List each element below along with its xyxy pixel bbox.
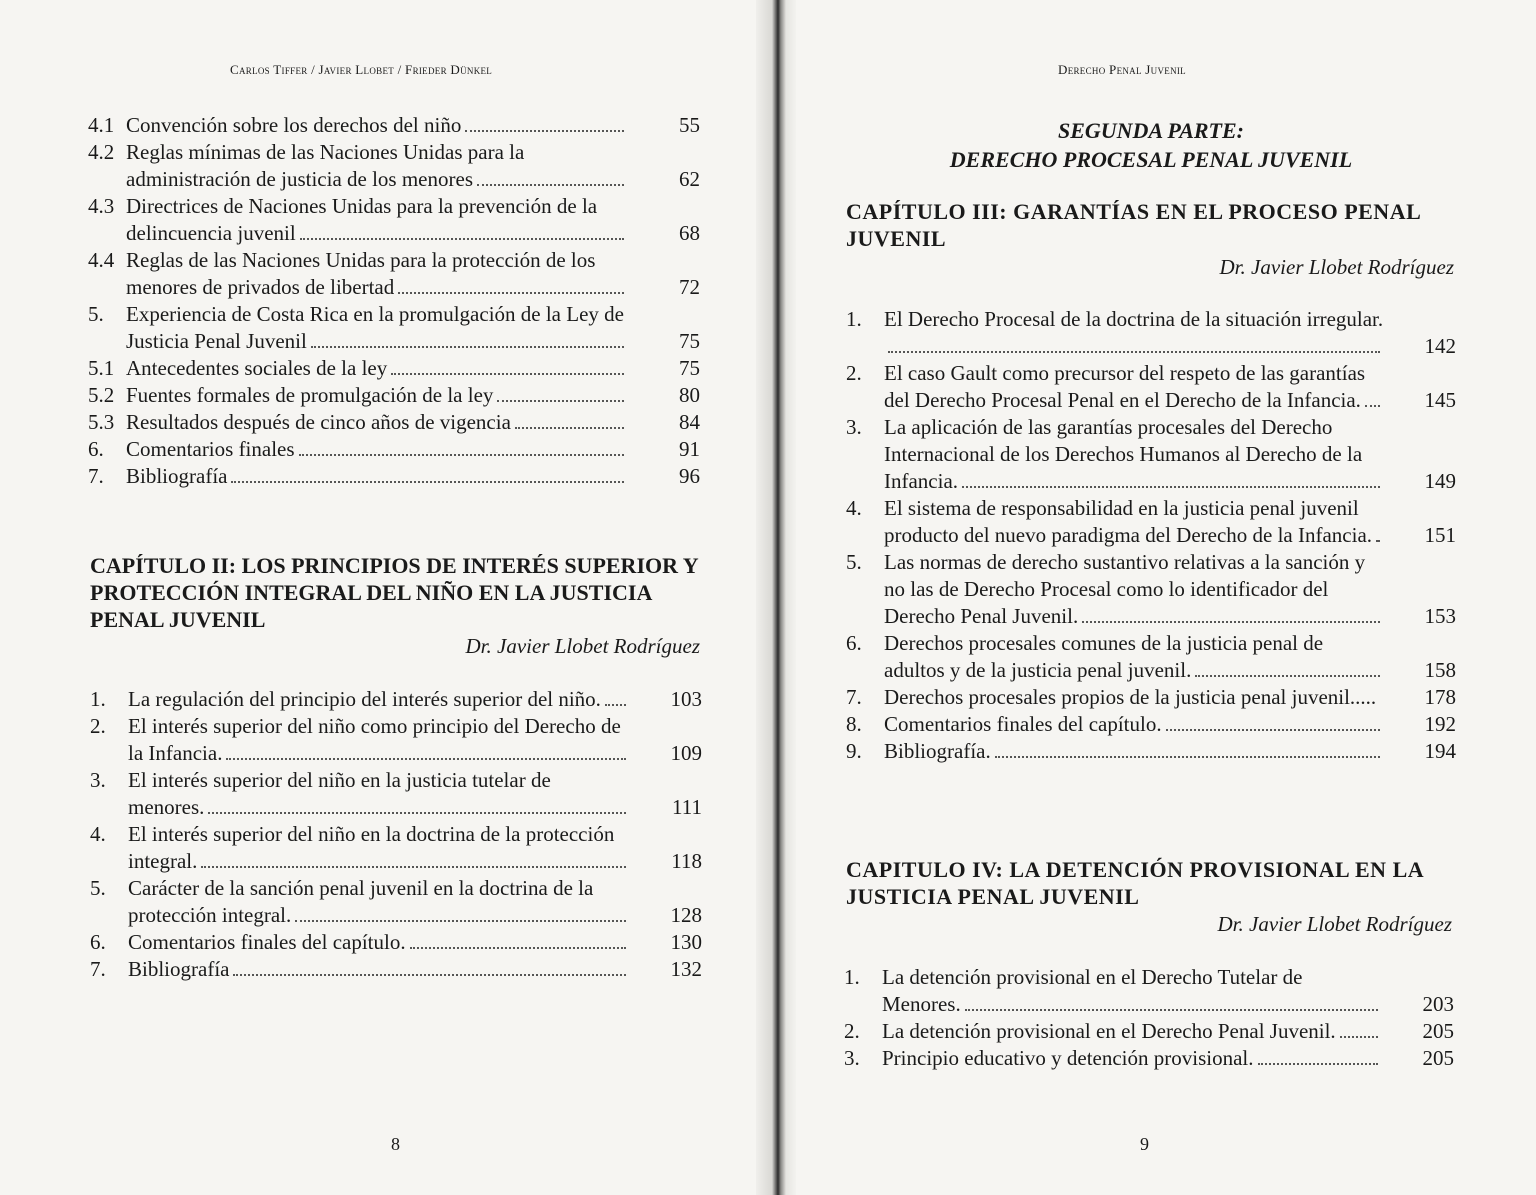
toc-entry-page: 149 xyxy=(1424,469,1456,493)
toc-entry-title: Comentarios finales xyxy=(126,437,295,461)
toc-entry-number: 1. xyxy=(846,307,862,331)
toc-entry-number: 4. xyxy=(90,822,106,846)
toc-entry-title: La detención provisional en el Derecho Penal Juvenil. xyxy=(882,1019,1336,1043)
toc-entry xyxy=(844,1018,1454,1045)
toc-entry-title: Fuentes formales de promulgación de la ley xyxy=(126,383,494,407)
dot-leader xyxy=(233,974,626,976)
toc-entry-title: El interés superior del niño en la doctrina de la protección integral. xyxy=(128,822,615,873)
toc-entry-number: 4.3 xyxy=(88,194,115,218)
dot-leader xyxy=(1166,729,1380,731)
toc-entry-title: Resultados después de cinco años de vigencia xyxy=(126,410,511,434)
toc-entry-page: 111 xyxy=(672,795,702,819)
toc-entry-title: Bibliografía xyxy=(128,957,230,981)
toc-entry-title: El sistema de responsabilidad en la justicia penal juvenil producto del nuevo paradigma del Derecho de la Infancia. xyxy=(884,496,1373,547)
toc-entry-number: 4.2 xyxy=(88,140,115,164)
toc-entry-page: 192 xyxy=(1424,712,1456,736)
toc-entry xyxy=(846,414,1456,495)
toc-entry xyxy=(88,112,700,139)
dot-leader xyxy=(410,947,626,949)
dot-leader xyxy=(231,481,624,483)
dot-leader xyxy=(965,1009,1378,1011)
toc-entry-title: Principio educativo y detención provisional. xyxy=(882,1046,1254,1070)
toc-list-chapter3 xyxy=(846,306,1456,765)
toc-entry-title: Bibliografía. xyxy=(884,739,991,763)
toc-entry-title: La aplicación de las garantías procesales del Derecho Internacional de los Derechos Humanos al Derecho de la Infancia. xyxy=(884,415,1363,493)
toc-entry-title: Experiencia de Costa Rica en la promulgación de la Ley de Justicia Penal Juvenil xyxy=(126,302,624,353)
toc-entry-title: Convención sobre los derechos del niño xyxy=(126,113,462,137)
dot-leader xyxy=(398,292,624,294)
chapter-4-title: CAPITULO IV: LA DETENCIÓN PROVISIONAL EN LA JUSTICIA PENAL JUVENIL xyxy=(846,857,1423,909)
toc-entry xyxy=(88,355,700,382)
toc-entry xyxy=(846,738,1456,765)
chapter-3-title: CAPÍTULO III: GARANTÍAS EN EL PROCESO PENAL JUVENIL xyxy=(846,199,1421,251)
toc-entry xyxy=(90,875,702,929)
toc-list-chapter2 xyxy=(90,686,702,983)
right-page-number: 9 xyxy=(1140,1134,1149,1154)
toc-entry-page: 151 xyxy=(1424,523,1456,547)
toc-entry-number: 5.2 xyxy=(88,383,115,407)
toc-entry-page: 203 xyxy=(1422,992,1454,1016)
chapter-3-author: Dr. Javier Llobet Rodríguez xyxy=(1219,255,1454,279)
dot-leader xyxy=(1258,1063,1379,1065)
dot-leader xyxy=(208,812,626,814)
dot-leader xyxy=(605,704,626,706)
part-title-line2: DERECHO PROCESAL PENAL JUVENIL xyxy=(949,147,1353,172)
toc-entry xyxy=(846,495,1456,549)
dot-leader xyxy=(295,920,626,922)
toc-entry-title: El caso Gault como precursor del respeto de las garantías del Derecho Procesal Penal en el Derecho de la Infancia. xyxy=(884,361,1366,412)
toc-entry-page: 130 xyxy=(670,930,702,954)
toc-list-chapter4 xyxy=(844,964,1454,1072)
toc-entry-title: El Derecho Procesal de la doctrina de la situación irregular. xyxy=(884,307,1384,331)
toc-entry-number: 3. xyxy=(846,415,862,439)
toc-entry-number: 7. xyxy=(88,464,104,488)
dot-leader xyxy=(995,756,1380,758)
toc-entry-number: 7. xyxy=(90,957,106,981)
toc-entry-page: 132 xyxy=(670,957,702,981)
toc-entry-page: 96 xyxy=(679,464,700,488)
toc-entry-number: 4.4 xyxy=(88,248,115,272)
toc-entry-number: 1. xyxy=(90,687,106,711)
toc-entry-page: 80 xyxy=(679,383,700,407)
toc-entry-page: 91 xyxy=(679,437,700,461)
dot-leader xyxy=(1082,621,1380,623)
toc-entry xyxy=(88,436,700,463)
toc-entry-page: 118 xyxy=(671,849,702,873)
toc-entry-page: 55 xyxy=(679,113,700,137)
toc-entry xyxy=(88,463,700,490)
toc-entry-page: 142 xyxy=(1424,334,1456,358)
toc-entry xyxy=(88,193,700,247)
toc-entry xyxy=(846,306,1456,360)
chapter-4-author: Dr. Javier Llobet Rodríguez xyxy=(1217,912,1452,936)
toc-entry-number: 6. xyxy=(846,631,862,655)
toc-entry-number: 2. xyxy=(846,361,862,385)
toc-entry xyxy=(846,711,1456,738)
toc-entry xyxy=(846,630,1456,684)
toc-entry-number: 8. xyxy=(846,712,862,736)
dot-leader xyxy=(300,238,624,240)
toc-entry xyxy=(846,684,1456,711)
toc-entry-title: La detención provisional en el Derecho Tutelar de Menores. xyxy=(882,965,1303,1016)
left-page-number: 8 xyxy=(391,1134,400,1154)
toc-entry xyxy=(846,360,1456,414)
toc-entry-page: 178 xyxy=(1424,685,1456,709)
toc-list-chapter1 xyxy=(88,112,700,490)
toc-entry-page: 68 xyxy=(679,221,700,245)
dot-leader xyxy=(465,130,624,132)
toc-entry xyxy=(90,713,702,767)
toc-entry xyxy=(90,821,702,875)
dot-leader xyxy=(201,866,626,868)
toc-entry-number: 7. xyxy=(846,685,862,709)
toc-entry-title: Comentarios finales del capítulo. xyxy=(128,930,406,954)
dot-leader xyxy=(515,427,624,429)
toc-entry-title: Carácter de la sanción penal juvenil en la doctrina de la protección integral. xyxy=(128,876,594,927)
dot-leader xyxy=(1340,1036,1378,1038)
toc-entry-number: 2. xyxy=(90,714,106,738)
toc-entry-page: 84 xyxy=(679,410,700,434)
toc-entry-number: 3. xyxy=(844,1046,860,1070)
dot-leader xyxy=(497,400,624,402)
toc-entry-page: 158 xyxy=(1424,658,1456,682)
toc-entry-title: Antecedentes sociales de la ley xyxy=(126,356,388,380)
part-title-line1: SEGUNDA PARTE: xyxy=(1057,118,1244,143)
toc-entry-title: El interés superior del niño en la justicia tutelar de menores. xyxy=(128,768,551,819)
toc-entry-number: 5.1 xyxy=(88,356,115,380)
toc-entry-page: 62 xyxy=(679,167,700,191)
dot-leader xyxy=(391,373,624,375)
toc-entry-page: 75 xyxy=(679,329,700,353)
toc-entry-number: 9. xyxy=(846,739,862,763)
toc-entry-page: 194 xyxy=(1424,739,1456,763)
chapter-2-author: Dr. Javier Llobet Rodríguez xyxy=(465,634,700,658)
book-gutter xyxy=(756,0,796,1195)
dot-leader xyxy=(311,346,624,348)
toc-entry-page: 153 xyxy=(1424,604,1456,628)
dot-leader xyxy=(1365,405,1380,407)
toc-entry-title: La regulación del principio del interés superior del niño. xyxy=(128,687,601,711)
toc-entry-number: 5. xyxy=(90,876,106,900)
toc-entry xyxy=(88,139,700,193)
toc-entry-title: Bibliografía xyxy=(126,464,228,488)
dot-leader xyxy=(1376,540,1380,542)
toc-entry-title: Derechos procesales comunes de la justicia penal de adultos y de la justicia penal juvenil. xyxy=(884,631,1324,682)
dot-leader xyxy=(477,184,624,186)
toc-entry-number: 4. xyxy=(846,496,862,520)
toc-entry-page: 205 xyxy=(1422,1019,1454,1043)
toc-entry-title: El interés superior del niño como principio del Derecho de la Infancia. xyxy=(128,714,621,765)
toc-entry xyxy=(90,929,702,956)
toc-entry-page: 72 xyxy=(679,275,700,299)
toc-entry-number: 5.3 xyxy=(88,410,115,434)
toc-entry-title: Reglas mínimas de las Naciones Unidas para la administración de justicia de los menores xyxy=(126,140,525,191)
toc-entry-title: Reglas de las Naciones Unidas para la protección de los menores de privados de libertad xyxy=(126,248,596,299)
toc-entry-page: 128 xyxy=(670,903,702,927)
left-running-head: Carlos Tiffer / Javier Llobet / Frieder Dünkel xyxy=(230,62,493,77)
toc-entry xyxy=(844,964,1454,1018)
dot-leader xyxy=(226,758,626,760)
toc-entry-number: 4.1 xyxy=(88,113,115,137)
toc-entry xyxy=(88,409,700,436)
toc-entry-number: 6. xyxy=(88,437,104,461)
toc-entry xyxy=(90,956,702,983)
toc-entry xyxy=(88,382,700,409)
toc-entry-page: 103 xyxy=(670,687,702,711)
dot-leader xyxy=(1195,675,1380,677)
toc-entry-number: 5. xyxy=(846,550,862,574)
right-running-head: Derecho Penal Juvenil xyxy=(1058,62,1186,77)
toc-entry-page: 205 xyxy=(1422,1046,1454,1070)
toc-entry-number: 6. xyxy=(90,930,106,954)
toc-entry-number: 1. xyxy=(844,965,860,989)
toc-entry-page: 145 xyxy=(1424,388,1456,412)
toc-entry-title: Directrices de Naciones Unidas para la prevención de la delincuencia juvenil xyxy=(126,194,598,245)
toc-entry-title: Derechos procesales propios de la justicia penal juvenil..... xyxy=(884,685,1377,709)
toc-entry-number: 2. xyxy=(844,1019,860,1043)
toc-entry xyxy=(846,549,1456,630)
dot-leader xyxy=(962,486,1380,488)
toc-entry xyxy=(88,301,700,355)
toc-entry-number: 5. xyxy=(88,302,104,326)
dot-leader xyxy=(888,351,1380,353)
toc-entry-title: Comentarios finales del capítulo. xyxy=(884,712,1162,736)
chapter-2-title: CAPÍTULO II: LOS PRINCIPIOS DE INTERÉS SUPERIOR Y PROTECCIÓN INTEGRAL DEL NIÑO EN LA JUSTICIA PENAL JUVENIL xyxy=(90,553,698,632)
toc-entry xyxy=(88,247,700,301)
toc-entry-page: 109 xyxy=(670,741,702,765)
toc-entry xyxy=(90,686,702,713)
part-title xyxy=(846,116,1456,174)
toc-entry-page: 75 xyxy=(679,356,700,380)
toc-entry xyxy=(90,767,702,821)
toc-entry-number: 3. xyxy=(90,768,106,792)
toc-entry xyxy=(844,1045,1454,1072)
dot-leader xyxy=(299,454,624,456)
toc-entry-title: Las normas de derecho sustantivo relativas a la sanción y no las de Derecho Procesal como lo identificador del Derecho Penal Juvenil. xyxy=(884,550,1366,628)
